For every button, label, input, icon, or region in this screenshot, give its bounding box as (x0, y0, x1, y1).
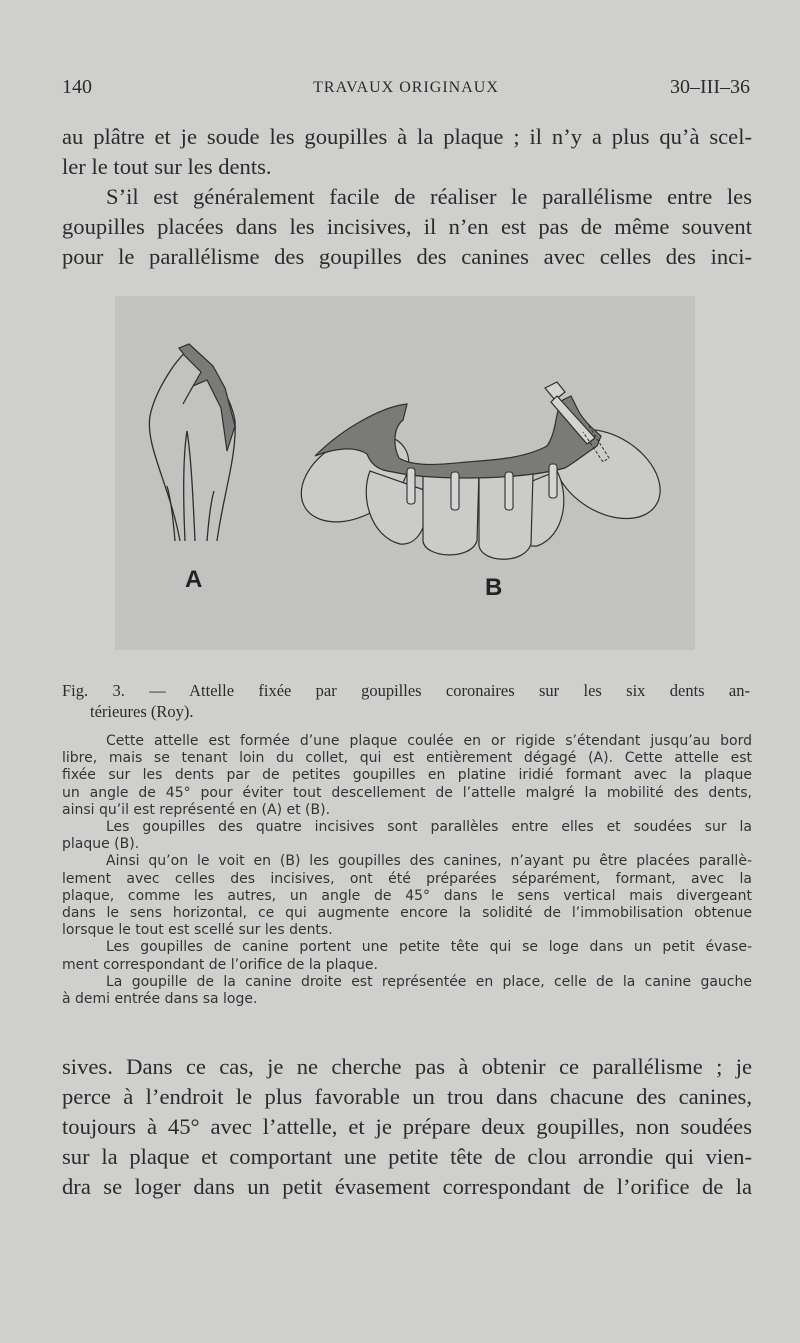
note-line: libre, mais se tenant loin du collet, qui est entièrement dégagé (A). Cette attelle est (62, 750, 752, 767)
page-number: 140 (62, 76, 92, 98)
note-line: plaque (B). (62, 836, 140, 853)
note-line: dans le sens horizontal, ce qui augmente encore la solidité de l’immobilisation obtenue (62, 905, 752, 922)
note-line: Les goupilles des quatre incisives sont parallèles entre elles et soudées sur la (106, 819, 752, 836)
running-title: TRAVAUX ORIGINAUX (313, 79, 499, 96)
note-line: Les goupilles de canine portent une petite tête qui se loge dans un petit évase- (106, 939, 752, 956)
figure-illustration (115, 296, 695, 650)
text-line: pour le parallélisme des goupilles des canines avec celles des inci- (62, 244, 752, 269)
text-line: sives. Dans ce cas, je ne cherche pas à obtenir ce parallélisme ; je (62, 1054, 752, 1079)
note-line: La goupille de la canine droite est représentée en place, celle de la canine gauche (106, 973, 752, 990)
figure-dental-splint (115, 296, 695, 650)
text-line: dra se loger dans un petit évasement correspondant de l’orifice de la (62, 1174, 752, 1199)
text-line: S’il est généralement facile de réaliser le parallélisme entre les (106, 184, 752, 209)
note-line: Ainsi qu’on le voit en (B) les goupilles des canines, n’ayant pu être placées parallè- (106, 853, 752, 870)
text-line: perce à l’endroit le plus favorable un trou dans chacune des canines, (62, 1084, 752, 1109)
text-line: goupilles placées dans les incisives, il n’en est pas de même souvent (62, 214, 752, 239)
figure-label-a: A (185, 566, 203, 593)
body-paragraph-bottom (62, 1052, 752, 1202)
figure-caption (62, 680, 750, 722)
note-line: lorsque le tout est scellé sur les dents. (62, 922, 333, 939)
running-header (62, 76, 750, 104)
header-date: 30–III–36 (670, 76, 750, 98)
note-line: ainsi qu’il est représenté en (A) et (B). (62, 801, 331, 818)
text-line: ler le tout sur les dents. (62, 154, 272, 179)
note-line: fixée sur les dents par de petites goupilles en platine iridié formant avec la plaque (62, 767, 752, 784)
caption-line: térieures (Roy). (90, 702, 194, 721)
text-line: toujours à 45° avec l’attelle, et je prépare deux goupilles, non soudées (62, 1114, 752, 1139)
figure-notes (62, 733, 752, 1008)
caption-line: Fig. 3. — Attelle fixée par goupilles coronaires sur les six dents an- (62, 681, 750, 700)
text-line: au plâtre et je soude les goupilles à la plaque ; il n’y a plus qu’à scel- (62, 124, 752, 149)
figure-label-b: B (485, 574, 503, 601)
body-paragraph-top (62, 122, 752, 272)
note-line: un angle de 45° pour éviter tout descellement de l’attelle malgré la mobilité des dents, (62, 784, 752, 801)
text-line: sur la plaque et comportant une petite tête de clou arrondie qui vien- (62, 1144, 752, 1169)
note-line: Cette attelle est formée d’une plaque coulée en or rigide s’étendant jusqu’au bord (106, 733, 752, 749)
note-line: à demi entrée dans sa loge. (62, 991, 258, 1008)
note-line: lement avec celles des incisives, ont été préparées séparément, formant, avec la (62, 870, 752, 887)
tooth-a-drawing (149, 351, 235, 541)
note-line: plaque, comme les autres, un angle de 45° dans le sens vertical mais divergeant (62, 887, 752, 904)
note-line: ment correspondant de l’orifice de la plaque. (62, 956, 378, 973)
